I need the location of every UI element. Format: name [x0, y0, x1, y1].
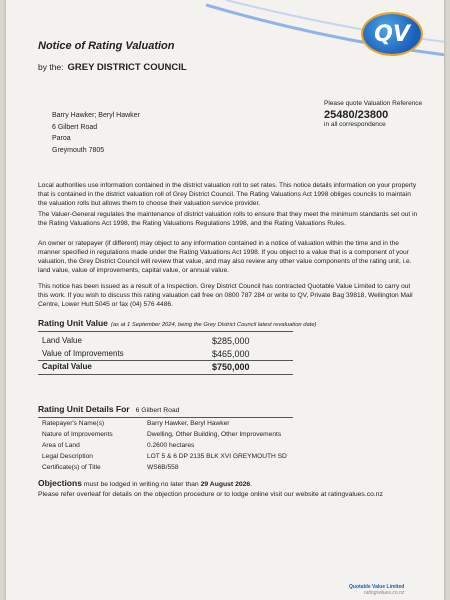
property-address: 6 Gilbert Road: [135, 407, 180, 414]
council-name: GREY DISTRICT COUNCIL: [67, 62, 187, 73]
address-line: Greymouth 7805: [52, 146, 105, 154]
objection-deadline: Objections must be lodged in writing no later than 29 August 2026.: [38, 478, 253, 488]
address-line: Barry Hawker; Beryl Hawker: [52, 112, 140, 119]
divider: [38, 360, 293, 361]
valuation-reference: [324, 99, 422, 129]
issuer-line: [38, 62, 187, 73]
notice-page: [6, 0, 444, 600]
reference-suffix: in all correspondence: [324, 121, 386, 128]
detail-row-area: Area of Land 0.2600 hectares: [42, 442, 195, 449]
revaluation-note: (as at 1 September 2024, being the Grey District Council latest revaluation date): [110, 322, 317, 328]
paragraph-objections-info: An owner or ratepayer (if different) may object to any information contained in a notice of valuation within the time and in the manner specified in regulations made under the Rating Valuations Act 1998. If you object to a value that is a component of your valuation, the Grey District Council will review that value, and may also review any other value components of the rating unit, i.e. land value, value of improvements, capital value, or annual value.: [38, 240, 412, 274]
detail-row-improvements: Nature of Improvements Dwelling, Other Building, Other Improvements: [42, 431, 282, 438]
reference-number: 25480/23800: [324, 109, 389, 121]
address-line: 6 Gilbert Road: [52, 123, 98, 131]
paragraph-rates: Local authorities use information contained in the district valuation roll to set rates. This notice details information on your property that is contained in the district valuation roll of Grey District Council. The Rating Valuations Act 1998 obliges councils to maintain the valuation rolls but allows them to choose their valuation service provider.: [38, 182, 417, 207]
detail-row-ratepayer: Ratepayer's Name(s) Barry Hawker, Beryl Hawker: [42, 420, 230, 427]
footer-company: Quotable Value Limited ratingvalues.co.nz: [349, 584, 405, 596]
paragraph-inspection: This notice has been issued as a result of a Inspection. Grey District Council has contracted Quotable Value Limited to carry out this work. If you wish to discuss this rating valuation call free on 0800 787 284 or write to QV, Private Bag 39818, Wellington Mail Centre, Lower Hutt 5045 or fax (04) 576 4486.: [38, 283, 413, 308]
objection-instructions: Please refer overleaf for details on the objection procedure or to lodge online visit our website at ratingvalues.co.nz: [38, 491, 383, 498]
paragraph-valuer-general: The Valuer-General regulates the maintenance of district valuation rolls to ensure that they meet the minimum standards set out in the Rating Valuations Act 1998, the Rating Valuations Regulations 1998, and the Rating Valuations Rules.: [38, 211, 418, 227]
detail-row-title: Certificate(s) of Title WS6B/558: [42, 464, 179, 471]
recipient-address: [52, 110, 140, 156]
qv-logo: QV: [363, 14, 421, 54]
by-label: by the:: [38, 62, 64, 72]
reference-prompt: Please quote Valuation Reference: [324, 100, 423, 107]
value-row-improvements: Value of Improvements $465,000: [42, 349, 250, 359]
detail-row-legal: Legal Description LOT 5 & 6 DP 2135 BLK XVI GREYMOUTH SD: [42, 453, 287, 460]
address-line: Paroa: [52, 135, 71, 142]
value-row-land: Land Value $285,000: [42, 336, 250, 346]
notice-title: Notice of Rating Valuation: [38, 40, 175, 52]
divider: [38, 374, 293, 375]
rating-value-heading: Rating Unit Value (as at 1 September 2024, being the Grey District Council latest revaluation date): [38, 318, 317, 328]
rating-details-heading: Rating Unit Details For 6 Gilbert Road: [38, 404, 180, 414]
divider: [38, 331, 293, 332]
value-row-capital: Capital Value $750,000: [42, 362, 250, 372]
divider: [38, 417, 293, 418]
